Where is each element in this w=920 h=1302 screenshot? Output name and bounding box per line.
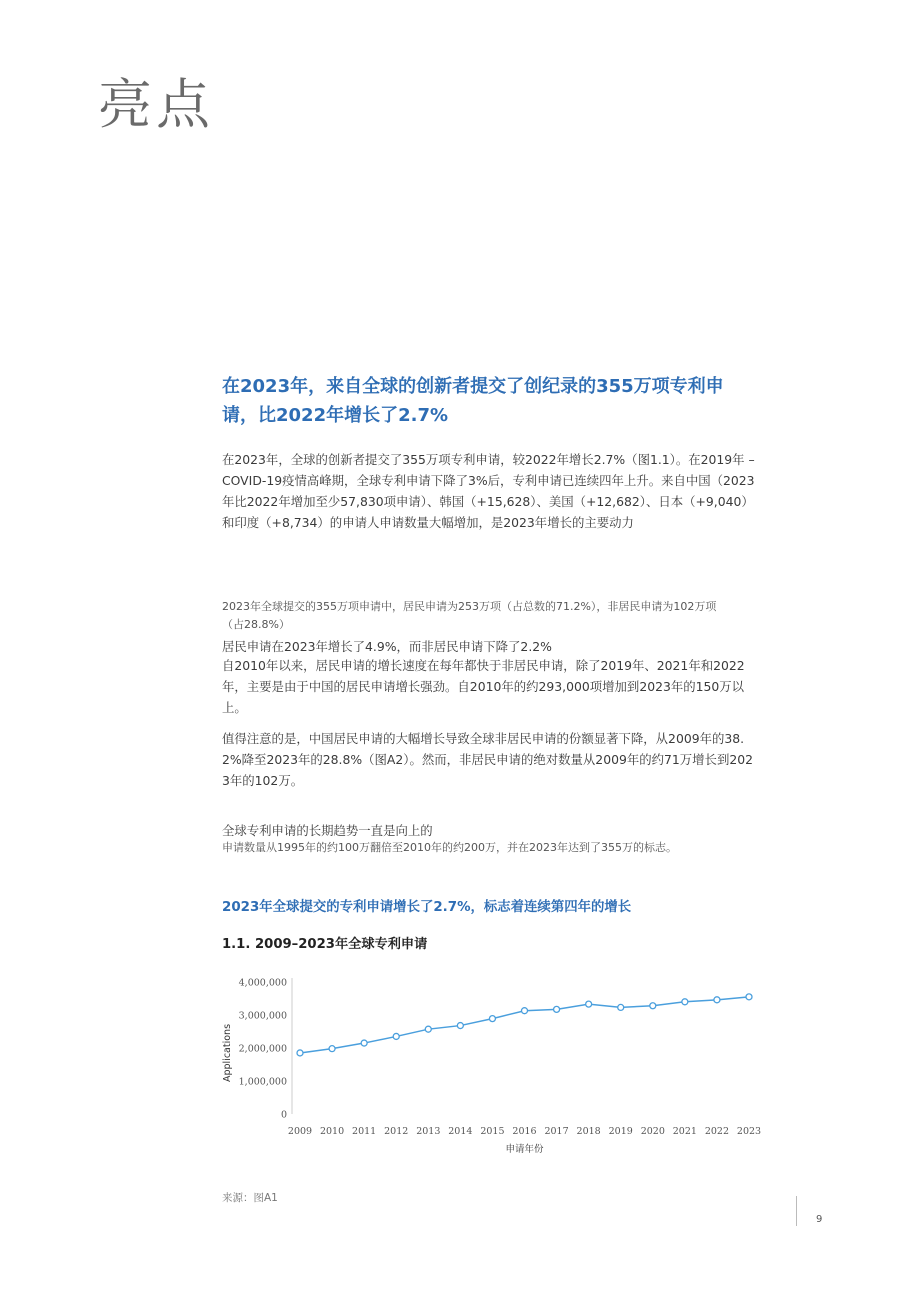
figure-title: 1.1. 2009–2023年全球专利申请 bbox=[222, 937, 428, 952]
paragraph-long-term-trend: 全球专利申请的长期趋势一直是向上的 bbox=[222, 823, 433, 838]
data-point bbox=[650, 1003, 656, 1009]
data-point bbox=[554, 1006, 560, 1012]
x-tick-label: 2009 bbox=[287, 1126, 313, 1137]
data-point bbox=[489, 1016, 495, 1022]
x-axis bbox=[288, 1126, 761, 1137]
data-point bbox=[297, 1050, 303, 1056]
data-point bbox=[714, 997, 720, 1003]
line-chart bbox=[210, 970, 780, 1165]
paragraph-since-2010: 自2010年以来，居民申请的增长速度在每年都快于非居民申请，除了2019年、2021年和2022年，主要是由于中国的居民申请增长强劲。自2010年的约293,000项增加到2023年的150万以上。 bbox=[222, 658, 745, 715]
page-number-divider bbox=[796, 1196, 797, 1226]
section-subheading: 2023年全球提交的专利申请增长了2.7%，标志着连续第四年的增长 bbox=[222, 900, 632, 915]
x-tick-label: 2014 bbox=[448, 1126, 473, 1137]
data-point bbox=[586, 1001, 592, 1007]
data-point bbox=[329, 1046, 335, 1052]
x-tick-label: 2023 bbox=[736, 1126, 762, 1137]
x-tick-label: 2013 bbox=[416, 1126, 441, 1137]
x-tick-label: 2015 bbox=[480, 1126, 505, 1137]
data-point bbox=[425, 1026, 431, 1032]
y-axis bbox=[239, 978, 292, 1121]
y-tick-label: 4,000,000 bbox=[238, 977, 287, 989]
paragraph-nonresident-share: 值得注意的是，中国居民申请的大幅增长导致全球非居民申请的份额显著下降，从2009年的38.2%降至2023年的28.8%（图A2）。然而，非居民申请的绝对数量从2009年的约71万增长到2023年的102万。 bbox=[222, 731, 753, 788]
x-tick-label: 2021 bbox=[672, 1126, 697, 1137]
data-point bbox=[746, 994, 752, 1000]
y-tick-label: 2,000,000 bbox=[238, 1043, 287, 1055]
series-group bbox=[297, 994, 752, 1056]
paragraph-intro: 在2023年，全球的创新者提交了355万项专利申请，较2022年增长2.7%（图1.1）。在2019年 – COVID-19疫情高峰期，全球专利申请下降了3%后，专利申请已连续四年上升。来自中国（2023年比2022年增加至少57,830项申请）、韩国（+15,628）、美国（+12,682）、日本（+9,040）和印度（+8,734）的申请人申请数量大幅增加，是2023年增长的主要动力 bbox=[222, 452, 755, 530]
page-number: 9 bbox=[816, 1214, 823, 1225]
paragraph-resident-share: 2023年全球提交的355万项申请中，居民申请为253万项（占总数的71.2%），非居民申请为102万项（占28.8%） bbox=[222, 600, 717, 631]
y-tick-label: 1,000,000 bbox=[238, 1076, 287, 1088]
y-tick-label: 3,000,000 bbox=[238, 1010, 287, 1022]
data-point bbox=[393, 1033, 399, 1039]
data-point bbox=[618, 1004, 624, 1010]
paragraph-resident-growth: 居民申请在2023年增长了4.9%，而非居民申请下降了2.2% bbox=[222, 639, 552, 654]
y-axis-label: Applications bbox=[222, 1023, 233, 1083]
x-tick-label: 2022 bbox=[704, 1126, 730, 1137]
x-axis-label: 申请年份 bbox=[505, 1144, 544, 1155]
page-title: 亮点 bbox=[98, 73, 214, 136]
x-tick-label: 2012 bbox=[384, 1126, 409, 1137]
x-tick-label: 2020 bbox=[640, 1126, 665, 1137]
x-tick-label: 2010 bbox=[319, 1126, 345, 1137]
source-note: 来源：图A1 bbox=[222, 1192, 278, 1204]
y-tick-label: 0 bbox=[280, 1109, 287, 1121]
x-tick-label: 2018 bbox=[576, 1126, 601, 1137]
data-point bbox=[361, 1040, 367, 1046]
x-tick-label: 2017 bbox=[544, 1126, 569, 1137]
data-point bbox=[522, 1008, 528, 1014]
data-point bbox=[682, 999, 688, 1005]
paragraph-long-term-detail: 申请数量从1995年的约100万翻倍至2010年的约200万，并在2023年达到了355万的标志。 bbox=[222, 841, 677, 854]
x-tick-label: 2011 bbox=[352, 1126, 377, 1137]
x-tick-label: 2016 bbox=[512, 1126, 537, 1137]
headline: 在2023年，来自全球的创新者提交了创纪录的355万项专利申请，比2022年增长了2.7% bbox=[222, 376, 724, 426]
data-point bbox=[457, 1023, 463, 1029]
x-tick-label: 2019 bbox=[608, 1126, 633, 1137]
